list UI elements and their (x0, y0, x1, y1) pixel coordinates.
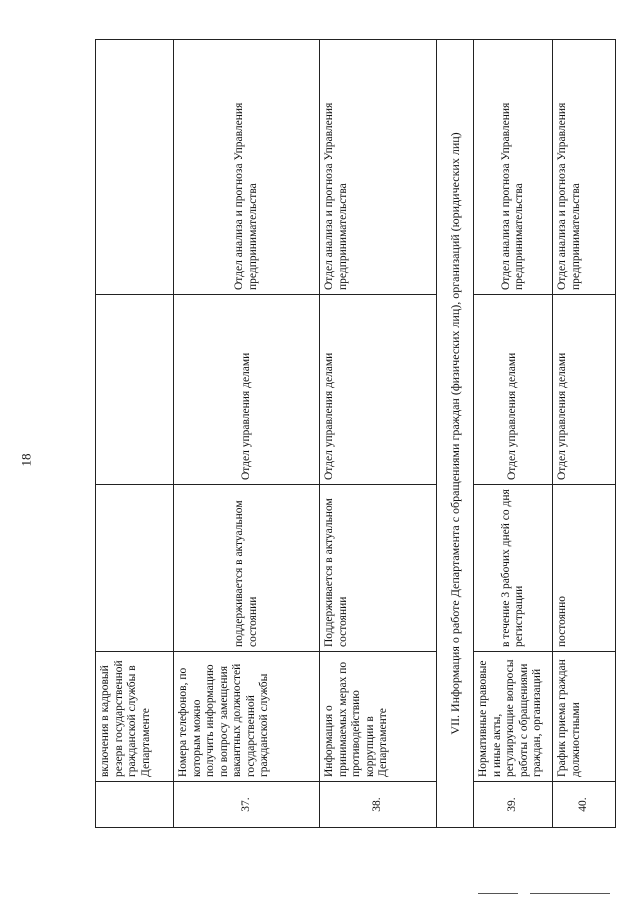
executor-cell: Отдел анализа и прогноза Управления предпринимательства (474, 40, 553, 295)
deadline-cell: постоянно (553, 485, 616, 652)
executor-cell: Отдел анализа и прогноза Управления предпринимательства (320, 40, 437, 295)
rotated-table-area (95, 40, 615, 828)
responsible-cell: Отдел управления делами (320, 295, 437, 485)
responsible-cell (96, 295, 174, 485)
deadline-cell: поддерживается в актуальном состоянии (174, 485, 320, 652)
responsible-cell: Отдел управления делами (474, 295, 553, 485)
row-number (96, 782, 174, 828)
responsible-cell: Отдел управления делами (553, 295, 616, 485)
item-cell: Номера телефонов, по которым можно получить информацию по вопросу замещения вакантных должностей государственной гражданской службы (174, 652, 320, 782)
table-row (174, 40, 320, 828)
item-cell: График приема граждан должностными (553, 652, 616, 782)
deadline-cell (96, 485, 174, 652)
item-cell: включения в кадровый резерв государственной гражданской службы в Департаменте (96, 652, 174, 782)
scan-mark (478, 893, 518, 894)
table-row (553, 40, 616, 828)
item-cell: Нормативные правовые и иные акты, регулирующие вопросы работы с обращениями граждан, организаций (474, 652, 553, 782)
row-number: 38. (320, 782, 437, 828)
executor-cell: Отдел анализа и прогноза Управления предпринимательства (174, 40, 320, 295)
table-row (96, 40, 174, 828)
information-table (95, 39, 616, 828)
responsible-cell: Отдел управления делами (174, 295, 320, 485)
table-row (474, 40, 553, 828)
section-heading: VII. Информация о работе Департамента с обращениями граждан (физических лиц), организаций (юридических лиц) (437, 40, 474, 828)
row-number: 40. (553, 782, 616, 828)
deadline-cell: в течение 3 рабочих дней со дня регистрации (474, 485, 553, 652)
page-number: 18 (18, 453, 34, 467)
row-number: 37. (174, 782, 320, 828)
table-wrapper (95, 40, 615, 828)
executor-cell (96, 40, 174, 295)
section-row (437, 40, 474, 828)
row-number: 39. (474, 782, 553, 828)
executor-cell: Отдел анализа и прогноза Управления предпринимательства (553, 40, 616, 295)
scan-mark (530, 893, 610, 894)
item-cell: Информация о принимаемых мерах по противодействию коррупции в Департаменте (320, 652, 437, 782)
table-row (320, 40, 437, 828)
deadline-cell: Поддерживается в актуальном состоянии (320, 485, 437, 652)
